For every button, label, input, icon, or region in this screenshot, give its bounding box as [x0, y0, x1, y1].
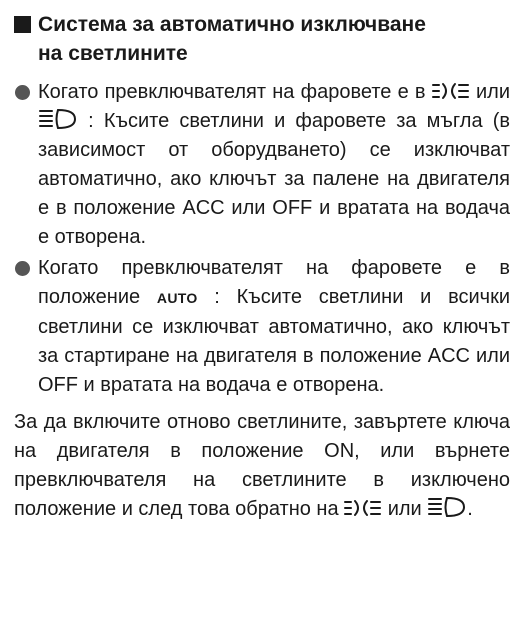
- headlight-icon: [38, 108, 78, 130]
- headlight-icon: [427, 496, 467, 518]
- document-page: [14, 10, 510, 524]
- heading-square-marker: [14, 16, 31, 33]
- bullet-dot: [15, 261, 30, 276]
- tail-light-icon: [432, 81, 470, 101]
- bullet-1-connector: или: [476, 81, 511, 103]
- bullet-2-intro: Когато превключвателят на фаровете е в положение: [38, 257, 510, 308]
- bullet-2-body: : Късите светлини и всички светлини се изключват автоматично, ако ключът за стартиране на двигателя в положение ACC или OFF и вратата на водача е отворена.: [38, 286, 510, 396]
- tail-light-icon: [344, 498, 382, 518]
- heading-line-1: Система за автоматично изключване: [38, 13, 426, 36]
- paragraph-connector: или: [387, 498, 422, 520]
- bullet-1-body: : Късите светлини и фаровете за мъгла (в зависимост от оборудването) се изключват автоматично, ако ключът за палене на двигателя е в положение ACC или OFF и вратата на водача е отворена.: [38, 110, 510, 248]
- bullet-item-2: [14, 254, 510, 400]
- paragraph-end: .: [467, 498, 473, 520]
- heading-text: [38, 10, 426, 68]
- bullet-1-intro: Когато превключвателят на фаровете е в: [38, 81, 426, 103]
- bullet-dot: [15, 85, 30, 100]
- bullet-item-1: [14, 78, 510, 252]
- heading-line-2: на светлините: [38, 42, 188, 65]
- paragraph-text: За да включите отново светлините, завъртете ключа на двигателя в положение ON, или върнете превключвателя на светлините в изключено положение и след това обратно на: [14, 411, 510, 520]
- section-heading: [14, 10, 510, 68]
- closing-paragraph: [14, 408, 510, 524]
- auto-switch-label: AUTO: [156, 290, 198, 306]
